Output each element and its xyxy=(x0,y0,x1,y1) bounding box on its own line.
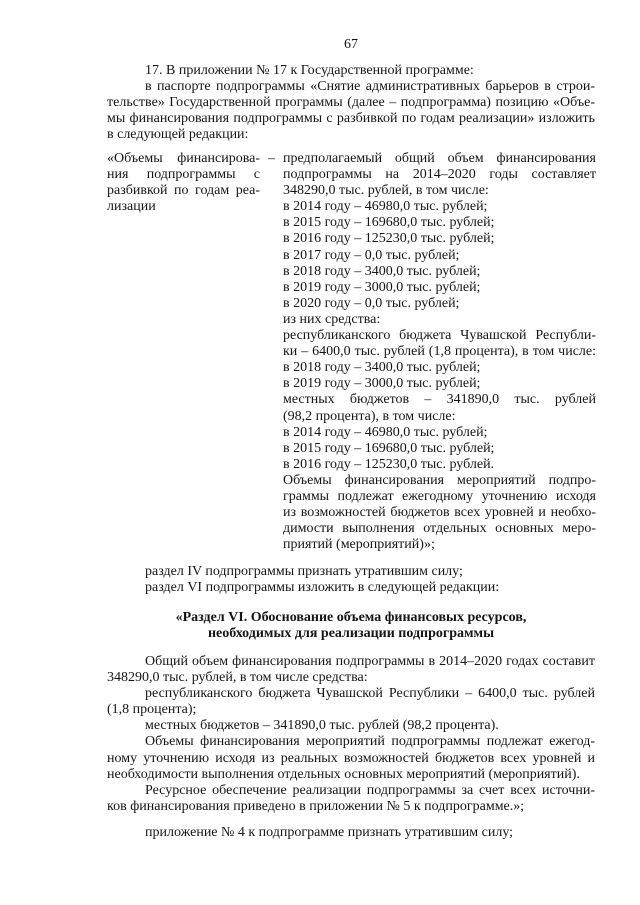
intro-paragraph xyxy=(107,63,595,143)
body-line: 348290,0 тыс. рублей, в том числе средства: xyxy=(107,670,368,686)
table-label-line: «Объемы финансирова- xyxy=(107,151,260,166)
table-value-line: в 2019 году – 3000,0 тыс. рублей; xyxy=(283,279,481,295)
table-value-line: в 2015 году – 169680,0 тыс. рублей; xyxy=(283,215,495,231)
table-value-line: в 2017 году – 0,0 тыс. рублей; xyxy=(283,247,460,263)
table-label-cell xyxy=(107,151,260,553)
section-heading xyxy=(107,610,595,642)
intro-line: тельстве» Государственной программы (далее – подпрограмма) позицию «Объе- xyxy=(107,95,595,111)
table-separator: – xyxy=(268,151,275,166)
body-line: (1,8 процента); xyxy=(107,702,197,718)
instruction-line: раздел VI подпрограммы изложить в следующей редакции: xyxy=(145,580,500,596)
instruction-line: раздел IV подпрограммы признать утратившим силу; xyxy=(145,564,463,579)
table-value-line: предполагаемый общий объем финансирования xyxy=(283,151,596,166)
body-line: ному уточнению исходя из реальных возможностей бюджетов всех уровней и xyxy=(107,750,595,766)
section-body xyxy=(107,654,595,815)
financing-table xyxy=(107,151,596,553)
table-value-line: в 2014 году – 46980,0 тыс. рублей; xyxy=(283,424,488,440)
table-value-line: из возможностей бюджетов всех уровней и необхо- xyxy=(283,505,596,521)
body-line: местных бюджетов – 341890,0 тыс. рублей (98,2 процента). xyxy=(145,718,499,734)
body-line: республиканского бюджета Чувашской Республики – 6400,0 тыс. рублей xyxy=(145,686,595,702)
table-label-line: лизации xyxy=(107,199,156,215)
table-value-line: в 2016 году – 125230,0 тыс. рублей. xyxy=(283,456,495,472)
table-value-line: 348290,0 тыс. рублей, в том числе: xyxy=(283,183,489,199)
body-line: Объемы финансирования мероприятий подпрограммы подлежат ежегод- xyxy=(145,734,595,750)
table-value-line: республиканского бюджета Чувашской Республи- xyxy=(283,328,596,344)
table-value-line: ки – 6400,0 тыс. рублей (1,8 процента), в том числе: xyxy=(283,344,596,360)
intro-line: в паспорте подпрограммы «Снятие административных барьеров в строи- xyxy=(145,79,595,95)
closing-instruction xyxy=(107,825,595,841)
table-value-line: в 2018 году – 3400,0 тыс. рублей; xyxy=(283,360,481,376)
table-value-cell xyxy=(283,151,596,553)
body-line: Ресурсное обеспечение реализации подпрограммы за счет всех источни- xyxy=(145,782,595,798)
table-value-line: в 2018 году – 3400,0 тыс. рублей; xyxy=(283,263,481,279)
table-value-line: в 2014 году – 46980,0 тыс. рублей; xyxy=(283,199,488,215)
table-value-line: димости выполнения отдельных основных меро- xyxy=(283,521,596,537)
table-value-line: в 2020 году – 0,0 тыс. рублей; xyxy=(283,295,460,311)
table-label-line: разбивкой по годам реа- xyxy=(107,183,260,199)
section-heading-line: необходимых для реализации подпрограммы xyxy=(207,626,495,642)
table-value-line: в 2019 году – 3000,0 тыс. рублей; xyxy=(283,376,481,392)
section-heading-line: «Раздел VI. Обоснование объема финансовых ресурсов, xyxy=(175,610,527,625)
table-value-line: подпрограммы на 2014–2020 годы составляет xyxy=(283,167,596,183)
table-value-line: в 2015 году – 169680,0 тыс. рублей; xyxy=(283,440,495,456)
table-value-line: (98,2 процента), в том числе: xyxy=(283,408,456,424)
instructions xyxy=(107,564,595,596)
page-number: 67 xyxy=(344,37,358,52)
table-label-line: ния подпрограммы с xyxy=(107,167,260,183)
body-line: ков финансирования приведено в приложении № 5 к подпрограмме.»; xyxy=(107,798,525,814)
intro-line: мы финансирования подпрограммы с разбивкой по годам реализации» изложить xyxy=(107,111,595,127)
body-line: необходимости выполнения отдельных основных мероприятий (мероприятий). xyxy=(107,766,580,782)
table-value-line: Объемы финансирования мероприятий подпро- xyxy=(283,472,596,488)
closing-instruction-line: приложение № 4 к подпрограмме признать утратившим силу; xyxy=(145,825,514,840)
intro-line: 17. В приложении № 17 к Государственной программе: xyxy=(145,63,474,78)
table-value-line: местных бюджетов – 341890,0 тыс. рублей xyxy=(283,392,596,408)
body-line: Общий объем финансирования подпрограммы в 2014–2020 годах составит xyxy=(145,654,595,669)
table-value-line: приятий (мероприятий)»; xyxy=(283,537,435,553)
intro-line: в следующей редакции: xyxy=(107,127,249,143)
table-value-line: граммы подлежат ежегодному уточнению исходя xyxy=(283,488,596,504)
table-value-line: в 2016 году – 125230,0 тыс. рублей; xyxy=(283,231,495,247)
table-value-line: из них средства: xyxy=(283,311,381,327)
